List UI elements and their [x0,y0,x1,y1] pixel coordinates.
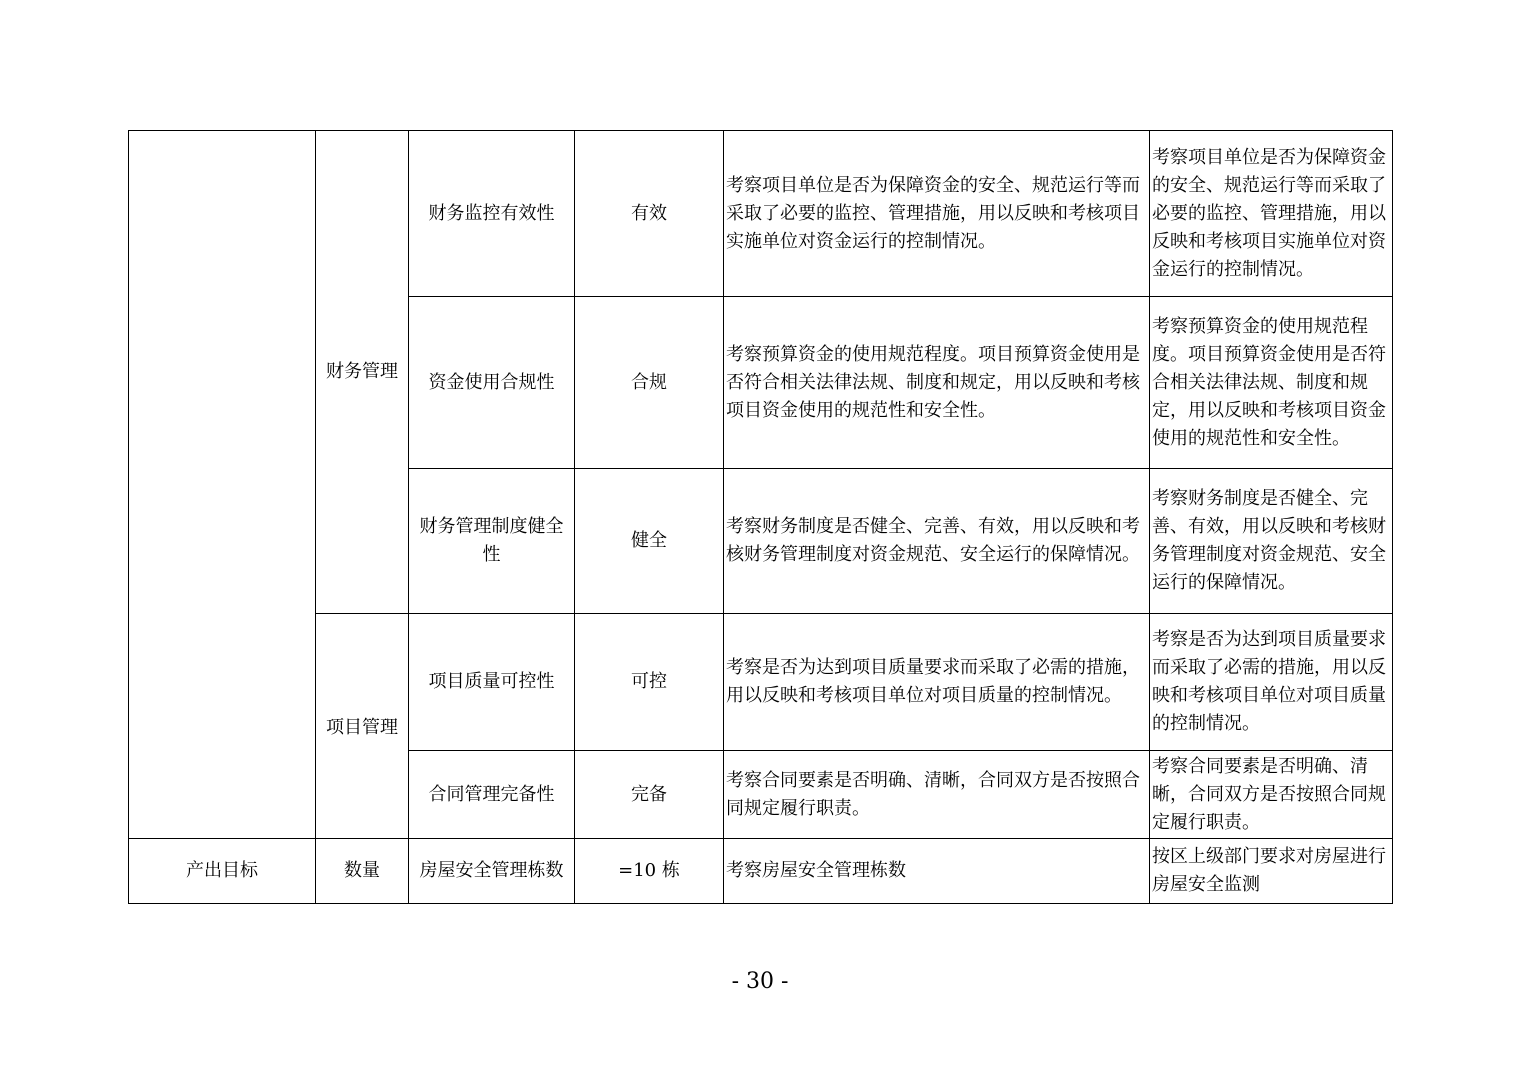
indicator-cell: 房屋安全管理栋数 [409,839,575,904]
table-row [129,131,1393,297]
target-cell: 可控 [575,614,724,751]
explanation-cell: 考察财务制度是否健全、完善、有效，用以反映和考核财务管理制度对资金规范、安全运行的保障情况。 [724,469,1150,614]
explanation-cell: 考察预算资金的使用规范程度。项目预算资金使用是否符合相关法律法规、制度和规定，用以反映和考核项目资金使用的规范性和安全性。 [724,297,1150,469]
standard-cell: 按区上级部门要求对房屋进行房屋安全监测 [1150,839,1393,904]
target-cell: 健全 [575,469,724,614]
level1-cell-empty [129,131,316,839]
level2-cell-quantity: 数量 [316,839,409,904]
standard-cell: 考察财务制度是否健全、完善、有效，用以反映和考核财务管理制度对资金规范、安全运行的保障情况。 [1150,469,1393,614]
standard-cell: 考察是否为达到项目质量要求而采取了必需的措施，用以反映和考核项目单位对项目质量的控制情况。 [1150,614,1393,751]
table-row [129,839,1393,904]
indicator-cell: 财务管理制度健全性 [409,469,575,614]
target-cell: 合规 [575,297,724,469]
target-cell: 完备 [575,751,724,839]
level2-cell-financial-management: 财务管理 [316,131,409,614]
target-cell: 有效 [575,131,724,297]
standard-cell: 考察合同要素是否明确、清晰，合同双方是否按照合同规定履行职责。 [1150,751,1393,839]
explanation-cell: 考察是否为达到项目质量要求而采取了必需的措施，用以反映和考核项目单位对项目质量的控制情况。 [724,614,1150,751]
explanation-cell: 考察项目单位是否为保障资金的安全、规范运行等而采取了必要的监控、管理措施，用以反映和考核项目实施单位对资金运行的控制情况。 [724,131,1150,297]
table-row [129,614,1393,751]
indicator-table [128,130,1393,904]
indicator-cell: 项目质量可控性 [409,614,575,751]
level1-cell-output-target: 产出目标 [129,839,316,904]
explanation-cell: 考察合同要素是否明确、清晰，合同双方是否按照合同规定履行职责。 [724,751,1150,839]
explanation-cell: 考察房屋安全管理栋数 [724,839,1150,904]
standard-cell: 考察项目单位是否为保障资金的安全、规范运行等而采取了必要的监控、管理措施，用以反映和考核项目实施单位对资金运行的控制情况。 [1150,131,1393,297]
target-cell: =10 栋 [575,839,724,904]
level2-cell-project-management: 项目管理 [316,614,409,839]
page-number: - 30 - [731,969,789,994]
indicator-cell: 资金使用合规性 [409,297,575,469]
indicator-cell: 合同管理完备性 [409,751,575,839]
standard-cell: 考察预算资金的使用规范程度。项目预算资金使用是否符合相关法律法规、制度和规定，用以反映和考核项目资金使用的规范性和安全性。 [1150,297,1393,469]
indicator-cell: 财务监控有效性 [409,131,575,297]
